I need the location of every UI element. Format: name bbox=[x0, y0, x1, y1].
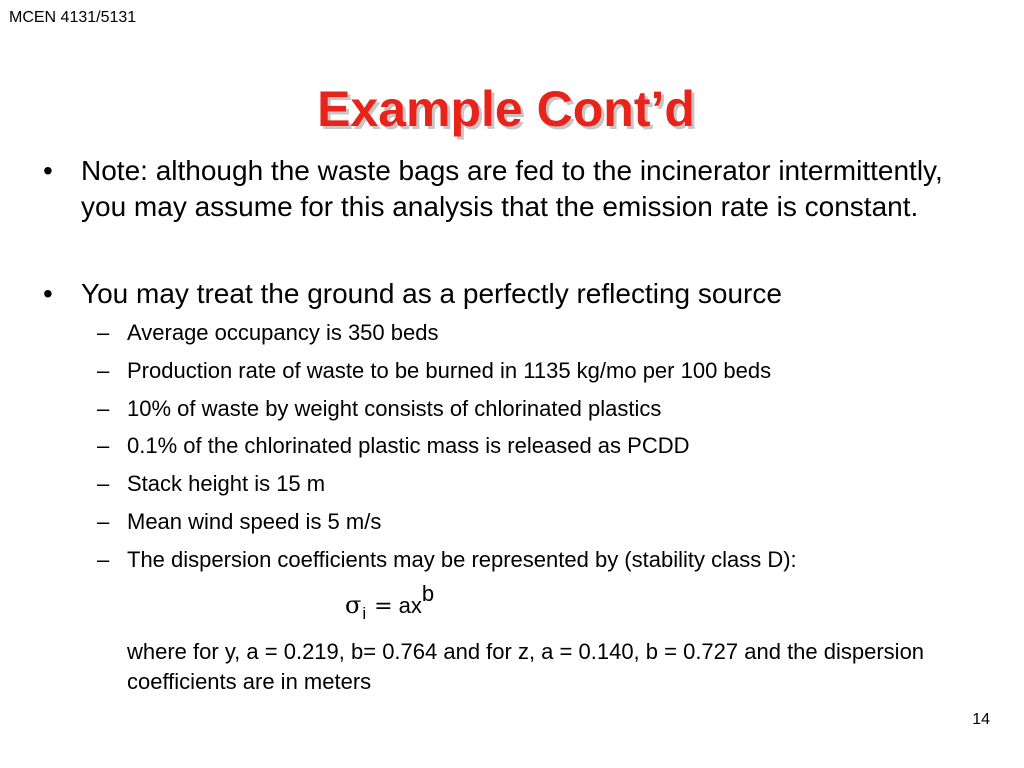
sub-bullet-text: Average occupancy is 350 beds bbox=[127, 320, 439, 345]
sub-bullet-mark: – bbox=[97, 396, 110, 421]
sub-bullet-text: Stack height is 15 m bbox=[127, 471, 326, 496]
sub-bullet-text: 10% of waste by weight consists of chlorinated plastics bbox=[127, 396, 662, 421]
bullet-item bbox=[43, 153, 983, 225]
sub-bullet-item bbox=[97, 431, 977, 461]
sub-bullet-item bbox=[97, 469, 977, 499]
sub-bullet-mark: – bbox=[97, 547, 110, 572]
formula-subscript: i bbox=[362, 604, 367, 623]
sub-bullet-item bbox=[97, 394, 977, 424]
bullet-mark: • bbox=[43, 155, 53, 186]
sub-bullet-text: The dispersion coefficients may be represented by (stability class D): bbox=[127, 547, 797, 572]
bullet-item bbox=[43, 276, 983, 312]
formula-exponent: b bbox=[421, 581, 435, 606]
coefficients-note: where for y, a = 0.219, b= 0.764 and for z, a = 0.140, b = 0.727 and the dispersion coefficients are in meters bbox=[127, 639, 925, 694]
sub-bullet-mark: – bbox=[97, 471, 110, 496]
page-number: 14 bbox=[972, 711, 990, 728]
course-code: MCEN 4131/5131 bbox=[9, 9, 137, 26]
slide-title: Example Cont’d bbox=[317, 81, 695, 137]
formula-equals: = bbox=[374, 594, 393, 619]
bullet-text: You may treat the ground as a perfectly reflecting source bbox=[81, 278, 782, 309]
sub-bullet-text: 0.1% of the chlorinated plastic mass is released as PCDD bbox=[127, 433, 690, 458]
sub-bullet-text: Production rate of waste to be burned in 1135 kg/mo per 100 beds bbox=[127, 358, 772, 383]
dispersion-formula bbox=[345, 581, 435, 628]
sub-bullet-item bbox=[97, 507, 977, 537]
sub-bullet-mark: – bbox=[97, 358, 110, 383]
sigma-symbol: σ bbox=[345, 591, 362, 619]
sub-bullet-text: Mean wind speed is 5 m/s bbox=[127, 509, 382, 534]
sub-bullet-mark: – bbox=[97, 320, 110, 345]
formula-base: ax bbox=[398, 593, 422, 618]
sub-bullet-mark: – bbox=[97, 509, 110, 534]
sub-bullet-mark: – bbox=[97, 433, 110, 458]
bullet-mark: • bbox=[43, 278, 53, 309]
bullet-text: Note: although the waste bags are fed to the incinerator intermittently, you may assume for this analysis that the emission rate is constant. bbox=[81, 155, 943, 222]
sub-bullet-item bbox=[97, 356, 977, 386]
sub-bullet-item bbox=[97, 545, 977, 575]
sub-bullet-item bbox=[97, 318, 977, 348]
